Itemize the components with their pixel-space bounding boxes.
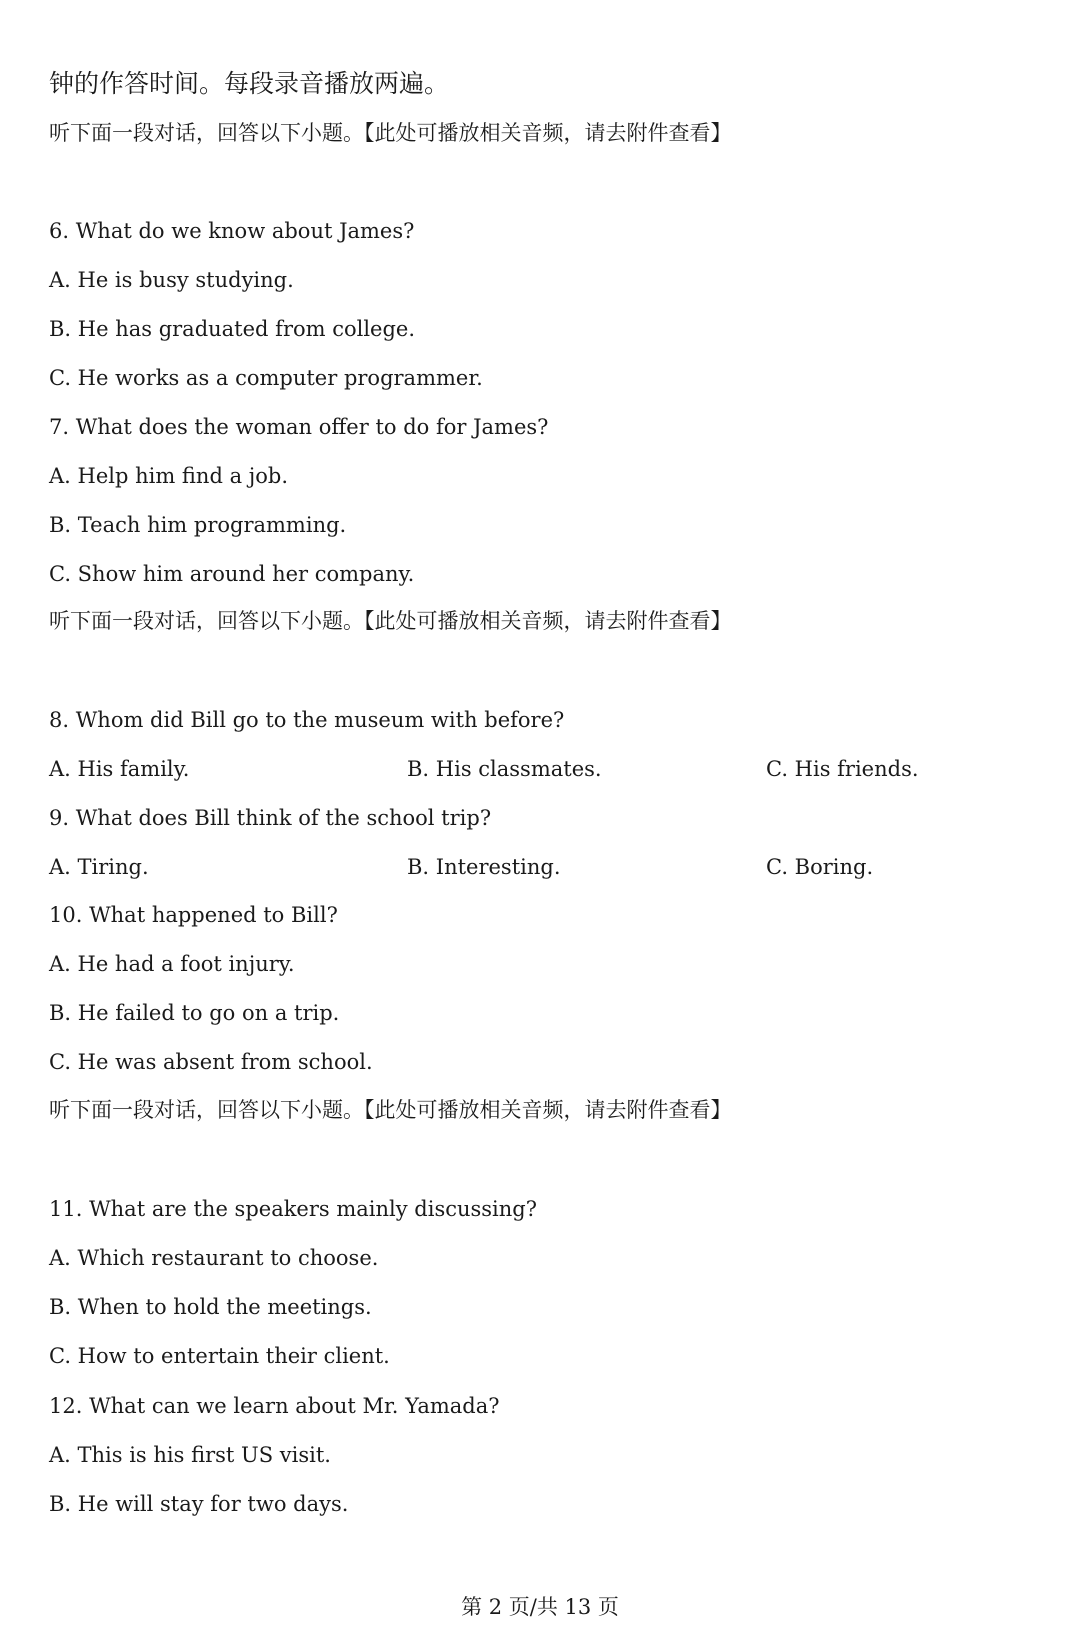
question-10-option-b: B. He failed to go on a trip. — [49, 1001, 340, 1025]
question-10-option-c: C. He was absent from school. — [49, 1050, 373, 1074]
question-6-option-c: C. He works as a computer programmer. — [49, 366, 483, 390]
question-6-option-a: A. He is busy studying. — [49, 268, 294, 292]
question-11-option-b: B. When to hold the meetings. — [49, 1295, 372, 1319]
question-11-option-a: A. Which restaurant to choose. — [49, 1246, 379, 1270]
listening-instruction: 听下面一段对话，回答以下小题。【此处可播放相关音频，请去附件查看】 — [49, 121, 732, 145]
question-9-option-b: B. Interesting. — [407, 855, 561, 879]
question-7-option-a: A. Help him find a job. — [49, 464, 289, 488]
question-9-option-c: C. Boring. — [766, 855, 874, 879]
question-9-option-a: A. Tiring. — [49, 855, 149, 879]
question-9-stem: 9. What does Bill think of the school trip? — [49, 806, 492, 830]
listening-instruction: 听下面一段对话，回答以下小题。【此处可播放相关音频，请去附件查看】 — [49, 609, 732, 633]
question-8-stem: 8. Whom did Bill go to the museum with before? — [49, 708, 565, 732]
listening-instruction: 听下面一段对话，回答以下小题。【此处可播放相关音频，请去附件查看】 — [49, 1098, 732, 1122]
question-6-option-b: B. He has graduated from college. — [49, 317, 416, 341]
question-11-option-c: C. How to entertain their client. — [49, 1344, 390, 1368]
question-6-stem: 6. What do we know about James? — [49, 219, 415, 243]
question-7-option-b: B. Teach him programming. — [49, 513, 347, 537]
question-10-option-a: A. He had a foot injury. — [49, 952, 295, 976]
question-12-option-b: B. He will stay for two days. — [49, 1492, 349, 1516]
question-12-stem: 12. What can we learn about Mr. Yamada? — [49, 1394, 500, 1418]
question-7-option-c: C. Show him around her company. — [49, 562, 415, 586]
question-8-option-b: B. His classmates. — [407, 757, 602, 781]
question-12-option-a: A. This is his first US visit. — [49, 1443, 331, 1467]
question-7-stem: 7. What does the woman offer to do for James? — [49, 415, 549, 439]
question-10-stem: 10. What happened to Bill? — [49, 903, 338, 927]
intro-tail-text: 钟的作答时间。每段录音播放两遍。 — [49, 69, 450, 98]
question-8-option-a: A. His family. — [49, 757, 190, 781]
question-8-option-c: C. His friends. — [766, 757, 919, 781]
question-11-stem: 11. What are the speakers mainly discussing? — [49, 1197, 538, 1221]
page-footer: 第 2 页/共 13 页 — [461, 1595, 619, 1619]
